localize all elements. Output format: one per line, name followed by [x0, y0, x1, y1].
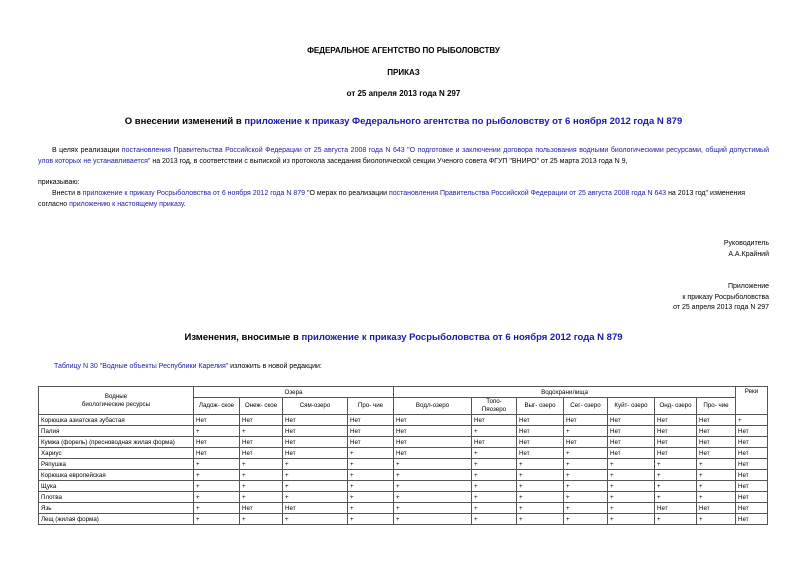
presence-cell: + — [240, 470, 283, 481]
presence-cell: Нет — [736, 492, 768, 503]
water-bodies-table — [38, 386, 768, 525]
presence-cell: Нет — [697, 503, 736, 514]
presence-cell: + — [564, 503, 608, 514]
presence-cell: + — [697, 481, 736, 492]
presence-cell: Нет — [394, 426, 472, 437]
presence-cell: + — [697, 514, 736, 525]
table-row — [39, 448, 768, 459]
col-header-8: Куйт- озеро — [608, 398, 655, 415]
presence-cell: + — [394, 514, 472, 525]
presence-cell: + — [472, 448, 517, 459]
doc-type: ПРИКАЗ — [387, 68, 420, 77]
presence-cell: Нет — [655, 437, 697, 448]
presence-cell: + — [564, 492, 608, 503]
presence-cell: Нет — [697, 426, 736, 437]
presence-cell: Нет — [394, 448, 472, 459]
presence-cell: + — [697, 470, 736, 481]
presence-cell: + — [655, 481, 697, 492]
presence-cell: + — [517, 503, 564, 514]
species-name: Корюшка азиатская зубастая — [39, 415, 194, 426]
presence-cell: + — [283, 514, 348, 525]
presence-cell: + — [608, 503, 655, 514]
doc-title-prefix: О внесении изменений в — [124, 116, 245, 127]
presence-cell: Нет — [655, 415, 697, 426]
presence-cell: + — [283, 470, 348, 481]
presence-cell: + — [394, 470, 472, 481]
presence-cell: Нет — [283, 415, 348, 426]
presence-cell: Нет — [394, 437, 472, 448]
presence-cell: Нет — [736, 470, 768, 481]
presence-cell: Нет — [608, 448, 655, 459]
presence-cell: + — [348, 481, 394, 492]
presence-cell: + — [348, 492, 394, 503]
presence-cell: Нет — [348, 426, 394, 437]
presence-cell: Нет — [194, 448, 240, 459]
appendix-label: Приложение — [727, 283, 769, 290]
presence-cell: Нет — [564, 415, 608, 426]
table-row — [39, 459, 768, 470]
preamble-text-2: на 2013 год, в соответствии с выпиской из протокола заседания биологической секции Ученого совета ФГУП "ВНИРО" от 25 марта 2013 года N 9, — [150, 158, 628, 165]
doc-title-link[interactable]: приложение к приказу Федерального агентства по рыболовству от 6 ноября 2012 года N 879 — [244, 116, 683, 127]
presence-cell: Нет — [194, 437, 240, 448]
presence-cell: + — [194, 503, 240, 514]
col-header-0: Ладож- ское — [194, 398, 240, 415]
table-row — [39, 492, 768, 503]
presence-cell: + — [240, 481, 283, 492]
presence-cell: + — [517, 481, 564, 492]
presence-cell: + — [240, 459, 283, 470]
table-row — [39, 437, 768, 448]
group-lakes-header: Озера — [194, 387, 394, 398]
table-row — [39, 470, 768, 481]
doc-date: от 25 апреля 2013 года N 297 — [346, 89, 461, 98]
presence-cell: + — [655, 514, 697, 525]
presence-cell: + — [394, 503, 472, 514]
presence-cell: Нет — [608, 415, 655, 426]
presence-cell: + — [394, 481, 472, 492]
presence-cell: + — [564, 426, 608, 437]
presence-cell: + — [517, 459, 564, 470]
presence-cell: + — [472, 459, 517, 470]
presence-cell: Нет — [655, 426, 697, 437]
presence-cell: + — [564, 448, 608, 459]
group-reservoirs-header: Водохранилища — [394, 387, 736, 398]
col-header-2: Сям-озеро — [283, 398, 348, 415]
presence-cell: + — [697, 459, 736, 470]
order-paragraph — [38, 188, 769, 210]
appendix-date: от 25 апреля 2013 года N 297 — [673, 304, 769, 311]
presence-cell: Нет — [736, 503, 768, 514]
presence-cell: Нет — [517, 448, 564, 459]
order-text-2: "О мерах по реализации — [305, 190, 389, 197]
appendix-order: к приказу Росрыболовства — [682, 294, 769, 301]
presence-cell: + — [283, 459, 348, 470]
order-text-4: . — [183, 201, 186, 208]
order-link-appendix[interactable]: приложение к приказу Росрыболовства от 6 ноября 2012 года N 879 — [82, 190, 306, 197]
order-link-decree[interactable]: постановления Правительства Российской Федерации от 25 августа 2008 года N 643 — [388, 190, 667, 197]
presence-cell: + — [608, 481, 655, 492]
presence-cell: Нет — [240, 448, 283, 459]
presence-cell: + — [194, 459, 240, 470]
presence-cell: Нет — [608, 426, 655, 437]
presence-cell: + — [348, 514, 394, 525]
presence-cell: Нет — [472, 415, 517, 426]
table-intro — [54, 361, 322, 372]
species-name: Лещ (жилая форма) — [39, 514, 194, 525]
presence-cell: + — [472, 492, 517, 503]
preamble-link-decree[interactable]: постановления Правительства Российской Федерации от 25 августа 2008 года N 643 "О подготовке и заключении договора пользования водными биологическими ресурсами, общий допустимый улов которых не устанавливается" — [38, 147, 769, 165]
presence-cell: + — [240, 492, 283, 503]
col-header-1: Онеж- ское — [240, 398, 283, 415]
presence-cell: + — [472, 426, 517, 437]
presence-cell: Нет — [348, 437, 394, 448]
presence-cell: + — [655, 470, 697, 481]
presence-cell: Нет — [697, 448, 736, 459]
presence-cell: Нет — [736, 481, 768, 492]
presence-cell: + — [240, 426, 283, 437]
col-species-line1: Водные — [104, 392, 128, 400]
signature-role: Руководитель — [723, 240, 769, 247]
presence-cell: Нет — [564, 437, 608, 448]
presence-cell: + — [564, 470, 608, 481]
presence-cell: + — [608, 459, 655, 470]
presence-cell: + — [348, 503, 394, 514]
table-row — [39, 426, 768, 437]
order-link-attachment[interactable]: приложению к настоящему приказу — [69, 201, 184, 208]
col-species-line2: биологические ресурсы — [81, 400, 151, 408]
presence-cell: + — [517, 514, 564, 525]
presence-cell: + — [194, 492, 240, 503]
col-header-7: Сег- озеро — [564, 398, 608, 415]
preamble-paragraph — [38, 145, 769, 167]
presence-cell: Нет — [655, 448, 697, 459]
presence-cell: Нет — [394, 415, 472, 426]
presence-cell: + — [655, 492, 697, 503]
presence-cell: Нет — [736, 426, 768, 437]
presence-cell: Нет — [697, 437, 736, 448]
col-species-header — [39, 387, 194, 415]
species-name: Кумжа (форель) (пресноводная жилая форма) — [39, 437, 194, 448]
presence-cell: + — [194, 514, 240, 525]
col-header-6: Выг- озеро — [517, 398, 564, 415]
presence-cell: + — [564, 481, 608, 492]
presence-cell: Нет — [736, 514, 768, 525]
presence-cell: + — [472, 481, 517, 492]
changes-title-prefix: Изменения, вносимые в — [184, 332, 302, 343]
presence-cell: Нет — [517, 437, 564, 448]
table-intro-link[interactable]: Таблицу N 30 "Водные объекты Республики Карелия" — [54, 363, 229, 370]
presence-cell: + — [564, 459, 608, 470]
presence-cell: + — [348, 448, 394, 459]
signature-name: А.А.Крайний — [728, 251, 769, 258]
species-name: Язь — [39, 503, 194, 514]
presence-cell: Нет — [283, 437, 348, 448]
table-intro-text: изложить в новой редакции: — [228, 363, 322, 370]
species-name: Палия — [39, 426, 194, 437]
presence-cell: Нет — [517, 426, 564, 437]
presence-cell: Нет — [472, 437, 517, 448]
presence-cell: + — [517, 492, 564, 503]
presence-cell: + — [608, 470, 655, 481]
presence-cell: Нет — [517, 415, 564, 426]
presence-cell: + — [472, 514, 517, 525]
changes-title — [0, 332, 807, 343]
order-word: приказываю: — [38, 179, 80, 186]
presence-cell: + — [240, 514, 283, 525]
preamble-text-1: В целях реализации — [52, 147, 122, 154]
order-text-1: Внести в — [52, 190, 83, 197]
species-name: Плотва — [39, 492, 194, 503]
col-header-4: Водл-озеро — [394, 398, 472, 415]
species-name: Корюшка европейская — [39, 470, 194, 481]
presence-cell: Нет — [283, 503, 348, 514]
doc-title — [0, 116, 807, 127]
presence-cell: + — [348, 459, 394, 470]
order-text-3: на 2013 год" изменения согласно — [38, 190, 746, 208]
table-row — [39, 481, 768, 492]
presence-cell: Нет — [697, 415, 736, 426]
presence-cell: Нет — [348, 415, 394, 426]
col-header-3: Про- чие — [348, 398, 394, 415]
presence-cell: Нет — [736, 459, 768, 470]
table-row — [39, 415, 768, 426]
presence-cell: + — [564, 514, 608, 525]
presence-cell: Нет — [283, 448, 348, 459]
presence-cell: + — [194, 470, 240, 481]
table-row — [39, 514, 768, 525]
presence-cell: Нет — [240, 415, 283, 426]
group-rivers-header: Реки — [736, 387, 768, 415]
col-header-10: Про- чие — [697, 398, 736, 415]
presence-cell: Нет — [240, 503, 283, 514]
presence-cell: Нет — [608, 437, 655, 448]
presence-cell: + — [194, 481, 240, 492]
presence-cell: + — [283, 492, 348, 503]
presence-cell: + — [394, 492, 472, 503]
species-name: Ряпушка — [39, 459, 194, 470]
col-header-9: Онд- озеро — [655, 398, 697, 415]
presence-cell: + — [472, 503, 517, 514]
species-name: Щука — [39, 481, 194, 492]
presence-cell: + — [394, 459, 472, 470]
col-header-5: Топо- Пяозеро — [472, 398, 517, 415]
presence-cell: + — [194, 426, 240, 437]
table-row — [39, 503, 768, 514]
presence-cell: Нет — [240, 437, 283, 448]
changes-title-link[interactable]: приложение к приказу Росрыболовства от 6 ноября 2012 года N 879 — [301, 332, 623, 343]
species-name: Хариус — [39, 448, 194, 459]
presence-cell: + — [348, 470, 394, 481]
presence-cell: + — [472, 470, 517, 481]
presence-cell: Нет — [736, 448, 768, 459]
presence-cell: Нет — [655, 503, 697, 514]
presence-cell: + — [736, 415, 768, 426]
presence-cell: + — [608, 514, 655, 525]
presence-cell: Нет — [194, 415, 240, 426]
agency-name: ФЕДЕРАЛЬНОЕ АГЕНТСТВО ПО РЫБОЛОВСТВУ — [307, 46, 500, 55]
presence-cell: + — [655, 459, 697, 470]
presence-cell: + — [697, 492, 736, 503]
presence-cell: Нет — [736, 437, 768, 448]
presence-cell: + — [608, 492, 655, 503]
presence-cell: + — [517, 470, 564, 481]
presence-cell: Нет — [283, 426, 348, 437]
presence-cell: + — [283, 481, 348, 492]
